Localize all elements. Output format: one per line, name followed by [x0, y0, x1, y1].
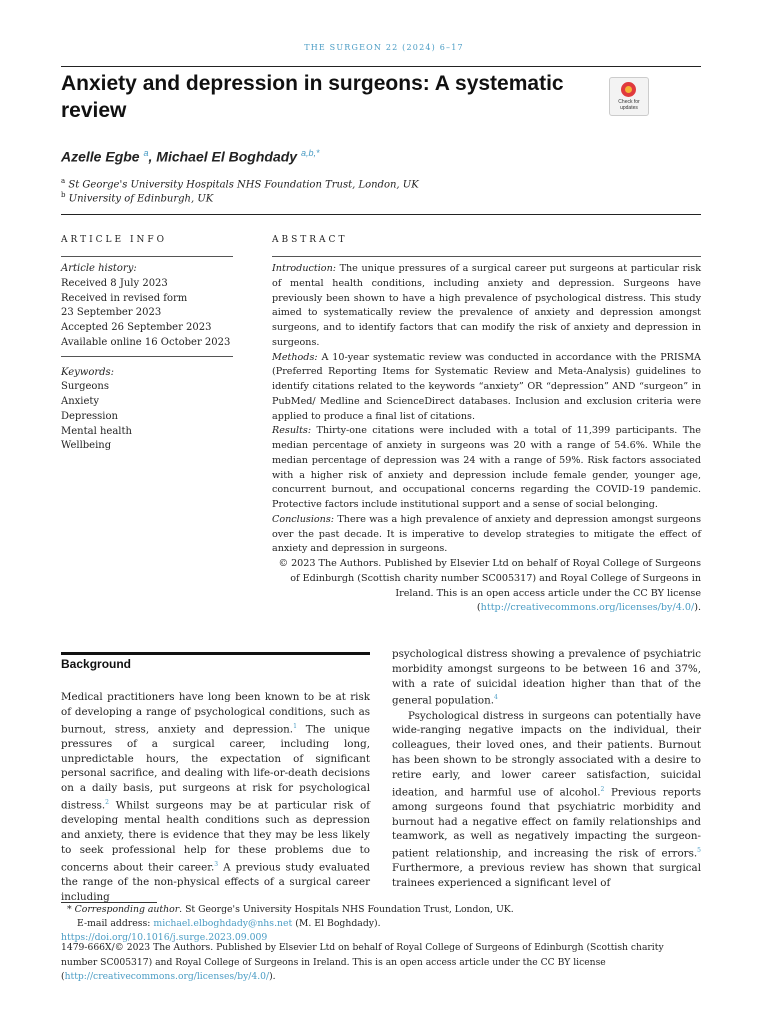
header-rule — [61, 66, 701, 67]
abstract-introduction: Introduction: The unique pressures of a surgical career put surgeons at particular risk of mental health conditions, including anxiety and depression. Surgeons have previously been shown to have a high prevalence of psychological distress. This study aimed to systematically review the prevalence of anxiety and depression amongst surgeons, and to identify factors that can modify the risk of anxiety and depression in surgeons. — [272, 263, 702, 348]
paragraph-text: A previous study evaluated the range of the non-physical effects of a surgical career including — [61, 861, 370, 903]
background-paragraph — [392, 647, 701, 709]
badge-line-1: Check for — [618, 99, 640, 105]
doi-link[interactable]: https://doi.org/10.1016/j.surge.2023.09.009 — [61, 932, 268, 943]
citation-ref[interactable]: 2 — [600, 785, 605, 793]
paragraph-text: Medical practitioners have long been known to be at risk of developing a range of psychological conditions, such as burnout, stress, anxiety and depression. — [61, 691, 370, 736]
author-name[interactable]: Azelle Egbe — [61, 148, 140, 165]
author-list: Azelle Egbe $^a$, Michael El Boghdady $^{a,b,*}$ — [61, 148, 320, 165]
affiliation-mark[interactable]: a — [143, 148, 149, 158]
issn-license-link[interactable]: http://creativecommons.org/licenses/by/4.0/ — [64, 971, 270, 982]
keyword[interactable]: Wellbeing — [61, 440, 112, 451]
background-paragraph — [392, 709, 701, 891]
background-paragraph — [61, 690, 370, 904]
journal-header: THE SURGEON 22 (2024) 6–17 — [304, 43, 464, 52]
affiliation: $^a$ St George's University Hospitals NHS Foundation Trust, London, UK — [61, 177, 419, 191]
keyword[interactable]: Surgeons — [61, 381, 109, 392]
paragraph-text: psychological distress showing a prevalence of psychiatric morbidity amongst surgeons to be between 16 and 37%, with a rate of suicidal ideation higher than that of the general population. — [392, 648, 701, 707]
citation-ref[interactable]: 3 — [214, 860, 219, 868]
abstract-results: Results: Thirty-one citations were included with a total of 11,399 participants. The median percentage of anxiety in surgeons was 20 with a range of 54.6%. While the median percentage of depression was 24 with a range of 59%. Risk factors associated with a higher risk of anxiety and depression include female gender, younger age, concurrent burnout, and occupational concerns regarding the COVID-19 pandemic. Protective factors include institutional support and a sense of social belonging. — [272, 425, 701, 510]
background-right-column — [392, 647, 701, 891]
history-entry: Received in revised form — [61, 293, 188, 304]
history-entry: Received 8 July 2023 — [61, 278, 168, 289]
citation-ref[interactable]: 4 — [494, 694, 498, 702]
check-for-updates-badge[interactable] — [609, 77, 649, 116]
abstract-methods: Methods: A 10-year systematic review was conducted in accordance with the PRISMA (Preferred Reporting Items for Systematic Review and Meta-Analysis) guidelines to identify citations related to the keywords “anxiety” OR “depression” AND “surgeon” in PubMed/ Medline and ScienceDirect databases. Inclusion and exclusion criteria were applied to produce a final list of citations. — [272, 351, 701, 422]
history-entry: 23 September 2023 — [61, 307, 162, 318]
email-link[interactable]: michael.elboghdady@nhs.net — [153, 918, 293, 929]
abstract-heading: ABSTRACT — [272, 235, 348, 245]
badge-line-2: updates — [620, 105, 638, 111]
email-note: E-mail address: michael.elboghdady@nhs.net (M. El Boghdady). — [77, 918, 381, 929]
history-entry: Accepted 26 September 2023 — [61, 322, 212, 333]
abstract-conclusions: Conclusions: There was a high prevalence of anxiety and depression amongst surgeons over the past decade. It is imperative to develop strategies to mitigate the effect of anxiety and depression in surgeons. — [272, 513, 701, 555]
license-link[interactable]: http://creativecommons.org/licenses/by/4.0/ — [480, 602, 695, 614]
author-name[interactable]: Michael El Boghdady — [156, 148, 298, 165]
affiliation: $^b$ University of Edinburgh, UK — [61, 191, 214, 205]
keywords-label: Keywords: — [61, 367, 115, 378]
citation-ref[interactable]: 5 — [697, 847, 701, 855]
corresponding-author-note: * Corresponding author. St George's University Hospitals NHS Foundation Trust, London, UK. — [67, 904, 514, 915]
keyword[interactable]: Mental health — [61, 426, 132, 437]
background-left-column — [61, 690, 370, 904]
citation-ref[interactable]: 1 — [293, 722, 297, 730]
article-title: Anxiety and depression in surgeons: A systematic review — [61, 72, 564, 122]
history-entry: Available online 16 October 2023 — [61, 337, 231, 348]
paragraph-text: Furthermore, a previous review has shown that surgical trainees experienced a significant level of — [392, 862, 701, 890]
keyword[interactable]: Depression — [61, 411, 118, 422]
paragraph-text: Whilst surgeons may be at particular risk of developing mental health conditions such as depression and anxiety, there is evidence that they may be less likely to seek professional help for these problems due to concerns about their career. — [61, 799, 370, 874]
abstract-copyright: © 2023 The Authors. Published by Elsevier Ltd on behalf of Royal College of Surgeons of Edinburgh (Scottish charity number SC005317) and Royal College of Surgeons in Ireland. This is an open access article under the CC BY license (http://creativecommons.org/licenses/by/4.0/). — [278, 558, 701, 614]
issn-copyright-note: 1479-666X/© 2023 The Authors. Published by Elsevier Ltd on behalf of Royal College of Surgeons of Edinburgh (Scottish charity number SC005317) and Royal College of Surgeons in Ireland. This is an open access article under the CC BY license (http://creativecommons.org/licenses/by/4.0/). — [61, 942, 664, 982]
affiliation-mark[interactable]: a,b,* — [300, 148, 320, 158]
paragraph-text: Psychological distress in surgeons can potentially have wide-ranging negative impacts on the individual, their colleagues, their loved ones, and their patients. Burnout has been shown to be strongly associated with a desire to retire early, and lower career satisfaction, suicidal ideation, and harmful use of alcohol. — [392, 709, 701, 799]
citation-ref[interactable]: 2 — [105, 799, 109, 806]
history-label: Article history: — [61, 263, 137, 274]
paragraph-text: Previous reports among surgeons found that psychiatric morbidity and burnout had a negative effect on family relationships and teamwork, as well as negatively impacting the surgeon-patient relationship, and increasing the risk of errors. — [392, 786, 701, 860]
article-info-heading: ARTICLE INFO — [61, 235, 168, 245]
background-heading: Background — [61, 657, 132, 671]
paragraph-text: The unique pressures of a surgical career, including long, unpredictable hours, the expectation of significant personal sacrifice, and dealing with life-or-death decisions on a daily basis, put surgeons at risk for psychological distress. — [61, 723, 370, 812]
keyword[interactable]: Anxiety — [61, 396, 100, 407]
background-rule — [61, 652, 370, 655]
divider — [61, 214, 701, 215]
abstract-body — [272, 262, 701, 616]
